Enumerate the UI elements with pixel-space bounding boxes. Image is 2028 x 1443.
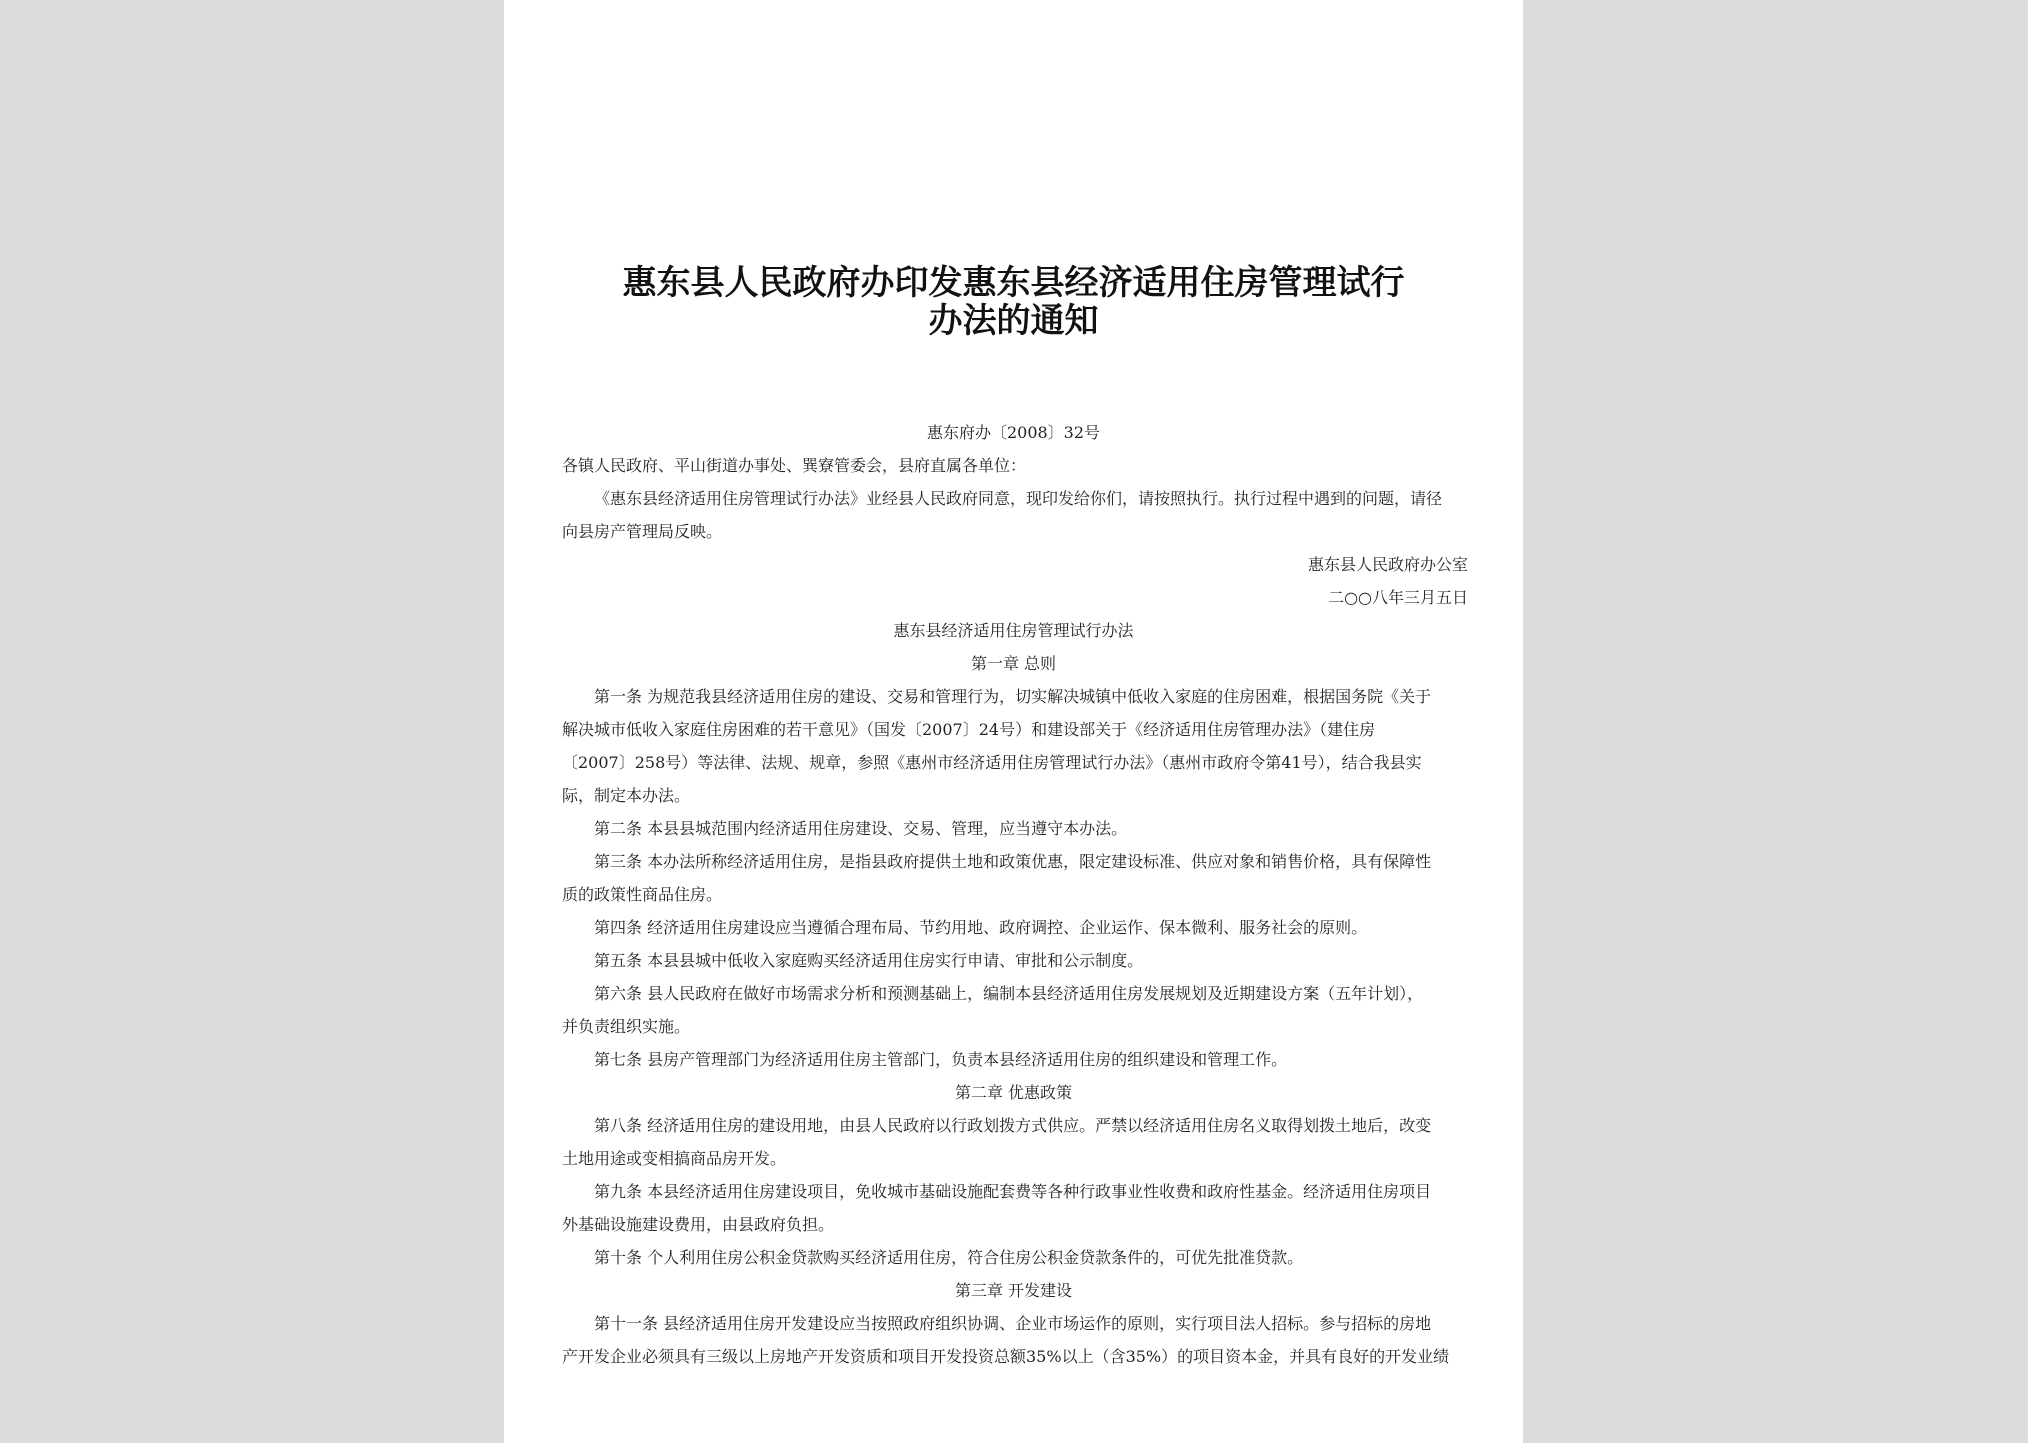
article-11-line-2: 产开发企业必须具有三级以上房地产开发资质和项目开发投资总额35%以上（含35%）的项目资本金，并具有良好的开发业绩 [562, 1347, 1450, 1366]
article-5: 第五条 本县县城中低收入家庭购买经济适用住房实行申请、审批和公示制度。 [594, 951, 1144, 970]
chapter-2-heading: 第二章 优惠政策 [954, 1083, 1073, 1102]
article-8-line-2: 土地用途或变相搞商品房开发。 [562, 1149, 787, 1168]
article-9-line-1: 第九条 本县经济适用住房建设项目，免收城市基础设施配套费等各种行政事业性收费和政府性基金。经济适用住房项目 [594, 1182, 1432, 1201]
chapter-3-heading: 第三章 开发建设 [954, 1281, 1073, 1300]
document-number: 惠东府办〔2008〕32号 [926, 423, 1101, 442]
article-4: 第四条 经济适用住房建设应当遵循合理布局、节约用地、政府调控、企业运作、保本微利、服务社会的原则。 [594, 918, 1368, 937]
recipients-line: 各镇人民政府、平山街道办事处、巽寮管委会，县府直属各单位： [562, 456, 1027, 475]
article-1-line-3: 〔2007〕258号）等法律、法规、规章，参照《惠州市经济适用住房管理试行办法》（惠州市政府令第41号），结合我县实 [562, 753, 1422, 772]
chapter-1-heading: 第一章 总则 [970, 654, 1057, 673]
document-page [504, 0, 1523, 1443]
issue-date: 二○○八年三月五日 [1328, 588, 1468, 607]
article-1-line-2: 解决城市低收入家庭住房困难的若干意见》（国发〔2007〕24号）和建设部关于《经济适用住房管理办法》（建住房 [562, 720, 1376, 739]
document-title-line-2: 办法的通知 [928, 301, 1099, 341]
article-1-line-1: 第一条 为规范我县经济适用住房的建设、交易和管理行为，切实解决城镇中低收入家庭的住房困难，根据国务院《关于 [594, 687, 1432, 706]
article-9-line-2: 外基础设施建设费用，由县政府负担。 [562, 1215, 835, 1234]
article-8-line-1: 第八条 经济适用住房的建设用地，由县人民政府以行政划拨方式供应。严禁以经济适用住房名义取得划拨土地后，改变 [594, 1116, 1432, 1135]
article-2: 第二条 本县县城范围内经济适用住房建设、交易、管理，应当遵守本办法。 [594, 819, 1128, 838]
document-title-line-1: 惠东县人民政府办印发惠东县经济适用住房管理试行 [622, 263, 1405, 303]
article-3-line-1: 第三条 本办法所称经济适用住房，是指县政府提供土地和政策优惠，限定建设标准、供应对象和销售价格，具有保障性 [594, 852, 1432, 871]
intro-paragraph-line-1: 《惠东县经济适用住房管理试行办法》业经县人民政府同意，现印发给你们，请按照执行。执行过程中遇到的问题，请径 [594, 489, 1443, 508]
issuer-signature: 惠东县人民政府办公室 [1307, 555, 1468, 574]
article-6-line-2: 并负责组织实施。 [562, 1017, 691, 1036]
measures-title: 惠东县经济适用住房管理试行办法 [893, 621, 1134, 640]
article-7: 第七条 县房产管理部门为经济适用住房主管部门，负责本县经济适用住房的组织建设和管理工作。 [594, 1050, 1288, 1069]
article-11-line-1: 第十一条 县经济适用住房开发建设应当按照政府组织协调、企业市场运作的原则，实行项目法人招标。参与招标的房地 [594, 1314, 1432, 1333]
intro-paragraph-line-2: 向县房产管理局反映。 [562, 522, 723, 541]
article-6-line-1: 第六条 县人民政府在做好市场需求分析和预测基础上，编制本县经济适用住房发展规划及近期建设方案（五年计划）， [594, 984, 1424, 1003]
article-3-line-2: 质的政策性商品住房。 [562, 885, 723, 904]
article-1-line-4: 际，制定本办法。 [562, 786, 691, 805]
article-10: 第十条 个人利用住房公积金贷款购买经济适用住房，符合住房公积金贷款条件的，可优先批准贷款。 [594, 1248, 1304, 1267]
